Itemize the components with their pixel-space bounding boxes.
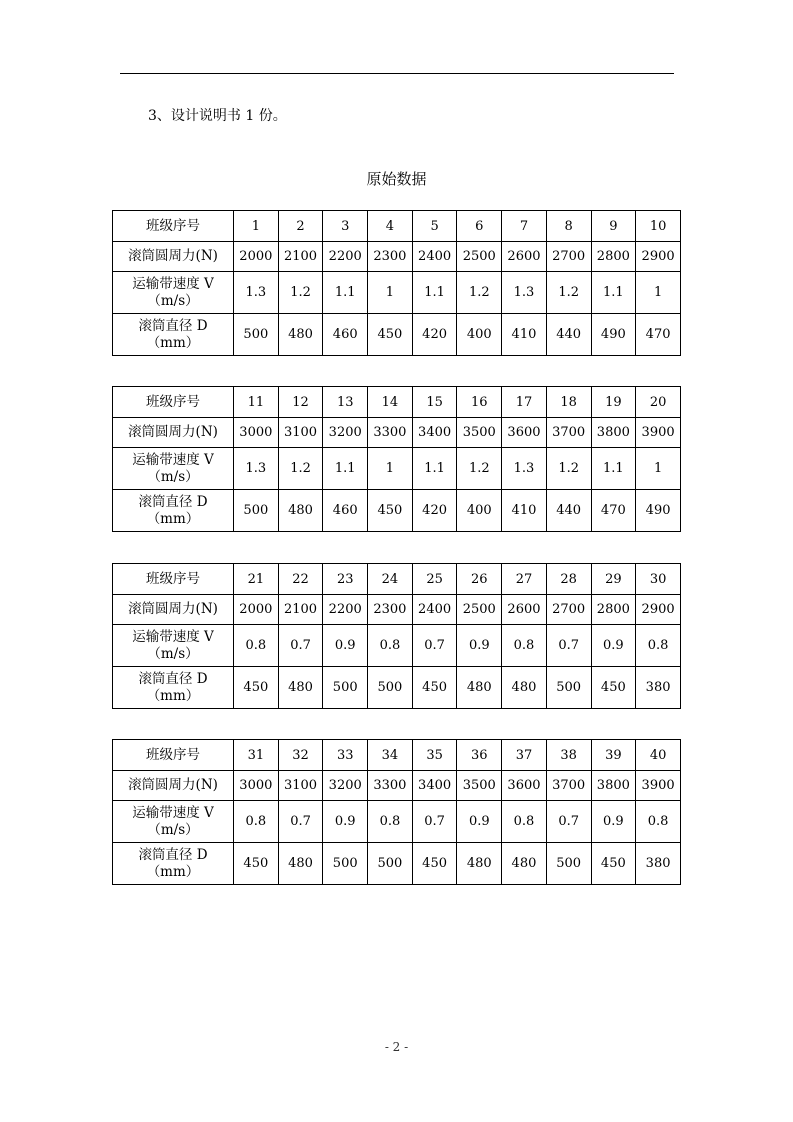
speed-cell: 0.8 xyxy=(368,625,413,667)
row-label-diameter-line1: 滚筒直径 D xyxy=(138,670,208,687)
row-label-speed xyxy=(113,625,234,667)
force-cell: 3600 xyxy=(502,771,547,801)
class-no-cell: 17 xyxy=(502,387,547,418)
class-no-cell: 36 xyxy=(457,740,502,771)
diameter-cell: 450 xyxy=(368,490,413,532)
speed-cell: 0.8 xyxy=(234,801,279,843)
force-cell: 3400 xyxy=(412,771,457,801)
force-cell: 2900 xyxy=(636,595,681,625)
table-row-force xyxy=(113,418,681,448)
class-no-cell: 9 xyxy=(591,211,636,242)
diameter-cell: 420 xyxy=(412,314,457,356)
force-cell: 3600 xyxy=(502,418,547,448)
class-no-cell: 32 xyxy=(278,740,323,771)
table-title: 原始数据 xyxy=(366,170,427,188)
row-label-diameter-line1: 滚筒直径 D xyxy=(138,317,208,334)
force-cell: 2000 xyxy=(234,242,279,272)
speed-cell: 0.7 xyxy=(278,801,323,843)
speed-cell: 1.1 xyxy=(591,272,636,314)
class-no-cell: 28 xyxy=(546,564,591,595)
diameter-cell: 450 xyxy=(368,314,413,356)
force-cell: 2700 xyxy=(546,242,591,272)
speed-cell: 0.8 xyxy=(234,625,279,667)
header-rule xyxy=(120,73,674,74)
row-label-force: 滚筒圆周力(N) xyxy=(113,771,234,801)
speed-cell: 1.1 xyxy=(323,448,368,490)
diameter-cell: 500 xyxy=(234,490,279,532)
diameter-cell: 450 xyxy=(234,667,279,709)
diameter-cell: 400 xyxy=(457,490,502,532)
row-label-diameter-line2: （mm） xyxy=(146,334,200,351)
table-row-diameter xyxy=(113,314,681,356)
diameter-cell: 500 xyxy=(234,314,279,356)
force-cell: 2800 xyxy=(591,595,636,625)
force-cell: 2900 xyxy=(636,242,681,272)
speed-cell: 0.7 xyxy=(546,625,591,667)
row-label-diameter-line2: （mm） xyxy=(146,510,200,527)
row-label-speed-line2: （m/s） xyxy=(147,645,199,662)
class-no-cell: 19 xyxy=(591,387,636,418)
class-no-cell: 25 xyxy=(412,564,457,595)
class-no-cell: 24 xyxy=(368,564,413,595)
force-cell: 3500 xyxy=(457,771,502,801)
speed-cell: 1.3 xyxy=(502,272,547,314)
diameter-cell: 480 xyxy=(457,667,502,709)
row-label-class-no: 班级序号 xyxy=(113,211,234,242)
row-label-speed-line2: （m/s） xyxy=(147,292,199,309)
force-cell: 2700 xyxy=(546,595,591,625)
force-cell: 2300 xyxy=(368,242,413,272)
data-table xyxy=(112,563,681,709)
row-label-diameter-line2: （mm） xyxy=(146,687,200,704)
force-cell: 3000 xyxy=(234,771,279,801)
class-no-cell: 29 xyxy=(591,564,636,595)
diameter-cell: 410 xyxy=(502,314,547,356)
force-cell: 2500 xyxy=(457,595,502,625)
table-row-class-no xyxy=(113,564,681,595)
force-cell: 2300 xyxy=(368,595,413,625)
class-no-cell: 21 xyxy=(234,564,279,595)
class-no-cell: 5 xyxy=(412,211,457,242)
diameter-cell: 400 xyxy=(457,314,502,356)
diameter-cell: 500 xyxy=(546,667,591,709)
speed-cell: 1 xyxy=(636,448,681,490)
row-label-force: 滚筒圆周力(N) xyxy=(113,595,234,625)
row-label-speed-line1: 运输带速度 V xyxy=(132,628,214,645)
speed-cell: 1.3 xyxy=(234,272,279,314)
force-cell: 2800 xyxy=(591,242,636,272)
force-cell: 3100 xyxy=(278,418,323,448)
diameter-cell: 480 xyxy=(278,490,323,532)
force-cell: 3500 xyxy=(457,418,502,448)
diameter-cell: 500 xyxy=(546,843,591,885)
diameter-cell: 500 xyxy=(323,843,368,885)
speed-cell: 1.2 xyxy=(278,272,323,314)
speed-cell: 0.7 xyxy=(546,801,591,843)
speed-cell: 0.7 xyxy=(412,625,457,667)
force-cell: 3200 xyxy=(323,418,368,448)
row-label-class-no: 班级序号 xyxy=(113,564,234,595)
class-no-cell: 4 xyxy=(368,211,413,242)
force-cell: 3000 xyxy=(234,418,279,448)
row-label-diameter xyxy=(113,843,234,885)
speed-cell: 0.8 xyxy=(636,801,681,843)
force-cell: 3700 xyxy=(546,418,591,448)
speed-cell: 0.9 xyxy=(457,801,502,843)
table-row-diameter xyxy=(113,667,681,709)
force-cell: 2400 xyxy=(412,595,457,625)
table-row-speed xyxy=(113,625,681,667)
class-no-cell: 11 xyxy=(234,387,279,418)
table-row-force xyxy=(113,771,681,801)
diameter-cell: 490 xyxy=(591,314,636,356)
force-cell: 3300 xyxy=(368,418,413,448)
class-no-cell: 33 xyxy=(323,740,368,771)
table-row-speed xyxy=(113,801,681,843)
row-label-diameter-line1: 滚筒直径 D xyxy=(138,493,208,510)
force-cell: 3700 xyxy=(546,771,591,801)
force-cell: 3900 xyxy=(636,771,681,801)
class-no-cell: 15 xyxy=(412,387,457,418)
force-cell: 3900 xyxy=(636,418,681,448)
speed-cell: 0.8 xyxy=(502,801,547,843)
table-row-speed xyxy=(113,272,681,314)
speed-cell: 0.8 xyxy=(368,801,413,843)
force-cell: 2100 xyxy=(278,595,323,625)
data-table xyxy=(112,386,681,532)
row-label-speed xyxy=(113,272,234,314)
class-no-cell: 7 xyxy=(502,211,547,242)
table-row-class-no xyxy=(113,740,681,771)
diameter-cell: 500 xyxy=(323,667,368,709)
row-label-speed xyxy=(113,801,234,843)
speed-cell: 0.9 xyxy=(323,625,368,667)
class-no-cell: 34 xyxy=(368,740,413,771)
table-row-class-no xyxy=(113,211,681,242)
row-label-speed xyxy=(113,448,234,490)
data-table xyxy=(112,210,681,356)
force-cell: 2400 xyxy=(412,242,457,272)
diameter-cell: 500 xyxy=(368,843,413,885)
force-cell: 2500 xyxy=(457,242,502,272)
table-row-diameter xyxy=(113,490,681,532)
class-no-cell: 30 xyxy=(636,564,681,595)
speed-cell: 0.9 xyxy=(457,625,502,667)
class-no-cell: 37 xyxy=(502,740,547,771)
class-no-cell: 38 xyxy=(546,740,591,771)
data-table xyxy=(112,739,681,885)
diameter-cell: 480 xyxy=(278,314,323,356)
force-cell: 3800 xyxy=(591,771,636,801)
diameter-cell: 380 xyxy=(636,667,681,709)
speed-cell: 1.1 xyxy=(412,448,457,490)
diameter-cell: 420 xyxy=(412,490,457,532)
table-row-speed xyxy=(113,448,681,490)
diameter-cell: 470 xyxy=(591,490,636,532)
diameter-cell: 440 xyxy=(546,490,591,532)
speed-cell: 0.8 xyxy=(502,625,547,667)
diameter-cell: 470 xyxy=(636,314,681,356)
page-number: - 2 - xyxy=(384,1040,409,1054)
force-cell: 2200 xyxy=(323,595,368,625)
diameter-cell: 450 xyxy=(412,667,457,709)
speed-cell: 0.9 xyxy=(591,625,636,667)
table-row-diameter xyxy=(113,843,681,885)
class-no-cell: 3 xyxy=(323,211,368,242)
speed-cell: 1 xyxy=(368,448,413,490)
diameter-cell: 410 xyxy=(502,490,547,532)
diameter-cell: 450 xyxy=(591,843,636,885)
class-no-cell: 10 xyxy=(636,211,681,242)
force-cell: 2000 xyxy=(234,595,279,625)
row-label-class-no: 班级序号 xyxy=(113,740,234,771)
class-no-cell: 35 xyxy=(412,740,457,771)
speed-cell: 1 xyxy=(368,272,413,314)
diameter-cell: 380 xyxy=(636,843,681,885)
diameter-cell: 500 xyxy=(368,667,413,709)
row-label-class-no: 班级序号 xyxy=(113,387,234,418)
speed-cell: 0.9 xyxy=(323,801,368,843)
force-cell: 3300 xyxy=(368,771,413,801)
class-no-cell: 31 xyxy=(234,740,279,771)
diameter-cell: 460 xyxy=(323,314,368,356)
diameter-cell: 480 xyxy=(278,667,323,709)
force-cell: 3400 xyxy=(412,418,457,448)
force-cell: 3800 xyxy=(591,418,636,448)
item-text: 3、设计说明书 1 份。 xyxy=(148,108,287,124)
row-label-diameter-line2: （mm） xyxy=(146,863,200,880)
class-no-cell: 39 xyxy=(591,740,636,771)
diameter-cell: 450 xyxy=(591,667,636,709)
row-label-force: 滚筒圆周力(N) xyxy=(113,242,234,272)
class-no-cell: 40 xyxy=(636,740,681,771)
speed-cell: 0.9 xyxy=(591,801,636,843)
speed-cell: 1.2 xyxy=(457,272,502,314)
class-no-cell: 12 xyxy=(278,387,323,418)
force-cell: 3200 xyxy=(323,771,368,801)
speed-cell: 1.3 xyxy=(502,448,547,490)
table-row-force xyxy=(113,242,681,272)
class-no-cell: 20 xyxy=(636,387,681,418)
table-row-force xyxy=(113,595,681,625)
class-no-cell: 27 xyxy=(502,564,547,595)
speed-cell: 1.3 xyxy=(234,448,279,490)
row-label-diameter xyxy=(113,490,234,532)
force-cell: 2200 xyxy=(323,242,368,272)
speed-cell: 1.2 xyxy=(457,448,502,490)
diameter-cell: 450 xyxy=(412,843,457,885)
table-row-class-no xyxy=(113,387,681,418)
row-label-speed-line1: 运输带速度 V xyxy=(132,275,214,292)
speed-cell: 1.1 xyxy=(412,272,457,314)
class-no-cell: 13 xyxy=(323,387,368,418)
class-no-cell: 6 xyxy=(457,211,502,242)
diameter-cell: 480 xyxy=(278,843,323,885)
force-cell: 2100 xyxy=(278,242,323,272)
row-label-diameter xyxy=(113,667,234,709)
speed-cell: 0.8 xyxy=(636,625,681,667)
class-no-cell: 23 xyxy=(323,564,368,595)
speed-cell: 1.1 xyxy=(323,272,368,314)
force-cell: 2600 xyxy=(502,242,547,272)
diameter-cell: 490 xyxy=(636,490,681,532)
class-no-cell: 1 xyxy=(234,211,279,242)
row-label-force: 滚筒圆周力(N) xyxy=(113,418,234,448)
class-no-cell: 26 xyxy=(457,564,502,595)
row-label-diameter-line1: 滚筒直径 D xyxy=(138,846,208,863)
class-no-cell: 8 xyxy=(546,211,591,242)
row-label-diameter xyxy=(113,314,234,356)
diameter-cell: 460 xyxy=(323,490,368,532)
speed-cell: 1.2 xyxy=(546,448,591,490)
force-cell: 2600 xyxy=(502,595,547,625)
diameter-cell: 480 xyxy=(502,843,547,885)
row-label-speed-line1: 运输带速度 V xyxy=(132,804,214,821)
speed-cell: 0.7 xyxy=(412,801,457,843)
class-no-cell: 16 xyxy=(457,387,502,418)
speed-cell: 1.1 xyxy=(591,448,636,490)
speed-cell: 1.2 xyxy=(546,272,591,314)
class-no-cell: 14 xyxy=(368,387,413,418)
class-no-cell: 22 xyxy=(278,564,323,595)
class-no-cell: 2 xyxy=(278,211,323,242)
row-label-speed-line1: 运输带速度 V xyxy=(132,451,214,468)
force-cell: 3100 xyxy=(278,771,323,801)
diameter-cell: 450 xyxy=(234,843,279,885)
diameter-cell: 440 xyxy=(546,314,591,356)
speed-cell: 1.2 xyxy=(278,448,323,490)
diameter-cell: 480 xyxy=(502,667,547,709)
row-label-speed-line2: （m/s） xyxy=(147,821,199,838)
class-no-cell: 18 xyxy=(546,387,591,418)
speed-cell: 1 xyxy=(636,272,681,314)
row-label-speed-line2: （m/s） xyxy=(147,468,199,485)
speed-cell: 0.7 xyxy=(278,625,323,667)
diameter-cell: 480 xyxy=(457,843,502,885)
